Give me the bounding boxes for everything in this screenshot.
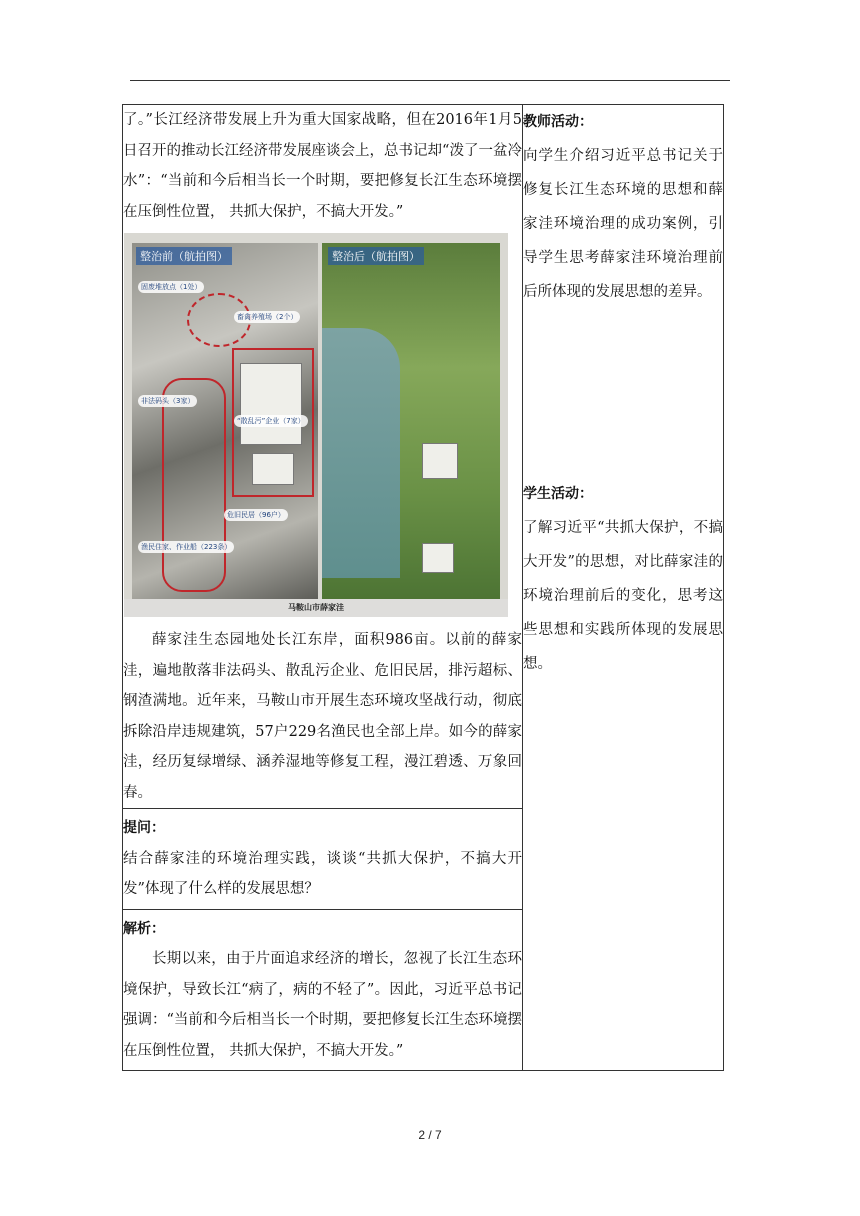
lesson-table (122, 104, 724, 1071)
description-paragraph: 薛家洼生态园地处长江东岸，面积986亩。以前的薛家洼，遍地散落非法码头、散乱污企业、危旧民居，排污超标、钢渣满地。近年来，马鞍山市开展生态环境攻坚战行动，彻底拆除沿岸违规建筑，57户229名渔民也全部上岸。如今的薛家洼，经历复绿增绿、涵养湿地等修复工程，漫江碧透、万象回春。 (123, 632, 522, 801)
fishermen-zone (162, 378, 226, 592)
photo-caption: 马鞍山市薛家洼 (124, 599, 508, 617)
label-docks: 非法码头（3家） (138, 395, 197, 407)
page-number: 2 / 7 (418, 1128, 442, 1142)
aerial-photo (124, 233, 508, 617)
lake (322, 328, 400, 578)
label-livestock: 畜禽养殖场（2个） (234, 311, 300, 323)
analysis-cell (123, 909, 523, 1071)
header-rule (130, 80, 730, 81)
student-text: 了解习近平“共抓大保护，不搞大开发”的思想，对比薛家洼的环境治理前后的变化，思考这些思想和实践所体现的发展思想。 (523, 520, 723, 672)
before-title: 整治前（航拍图） (136, 247, 232, 265)
analysis-heading: 解析： (123, 920, 165, 937)
activity-cell (523, 105, 724, 1071)
material-cell (123, 105, 523, 809)
label-enterprises: “散乱污”企业（7家） (234, 415, 308, 427)
label-fishermen: 渔民住家、作业船（223条） (138, 541, 234, 553)
student-heading: 学生活动： (523, 486, 593, 502)
teacher-heading: 教师活动： (523, 114, 593, 130)
question-text: 结合薛家洼的环境治理实践，谈谈“共抓大保护，不搞大开发”体现了什么样的发展思想？ (123, 850, 522, 897)
after-title: 整治后（航拍图） (328, 247, 424, 265)
label-houses: 危旧民居（96户） (224, 509, 288, 521)
intro-paragraph: 了。”长江经济带发展上升为重大国家战略，但在2016年1月5日召开的推动长江经济带发展座谈会上，总书记却“泼了一盆冷水”：“当前和今后相当长一个时期，要把修复长江生态环境摆在压倒性位置， 共抓大保护，不搞大开发。” (123, 112, 522, 220)
question-cell (123, 809, 523, 910)
analysis-text: 长期以来，由于片面追求经济的增长，忽视了长江生态环境保护，导致长江“病了，病的不轻了”。因此，习近平总书记强调：“当前和今后相当长一个时期，要把修复长江生态环境摆在压倒性位置， 共抓大保护，不搞大开发。” (123, 951, 522, 1059)
label-waste: 固废堆放点（1处） (138, 281, 204, 293)
question-heading: 提问： (123, 820, 165, 836)
teacher-text: 向学生介绍习近平总书记关于修复长江生态环境的思想和薛家洼环境治理的成功案例，引导学生思考薛家洼环境治理前后所体现的发展思想的差异。 (523, 148, 723, 300)
